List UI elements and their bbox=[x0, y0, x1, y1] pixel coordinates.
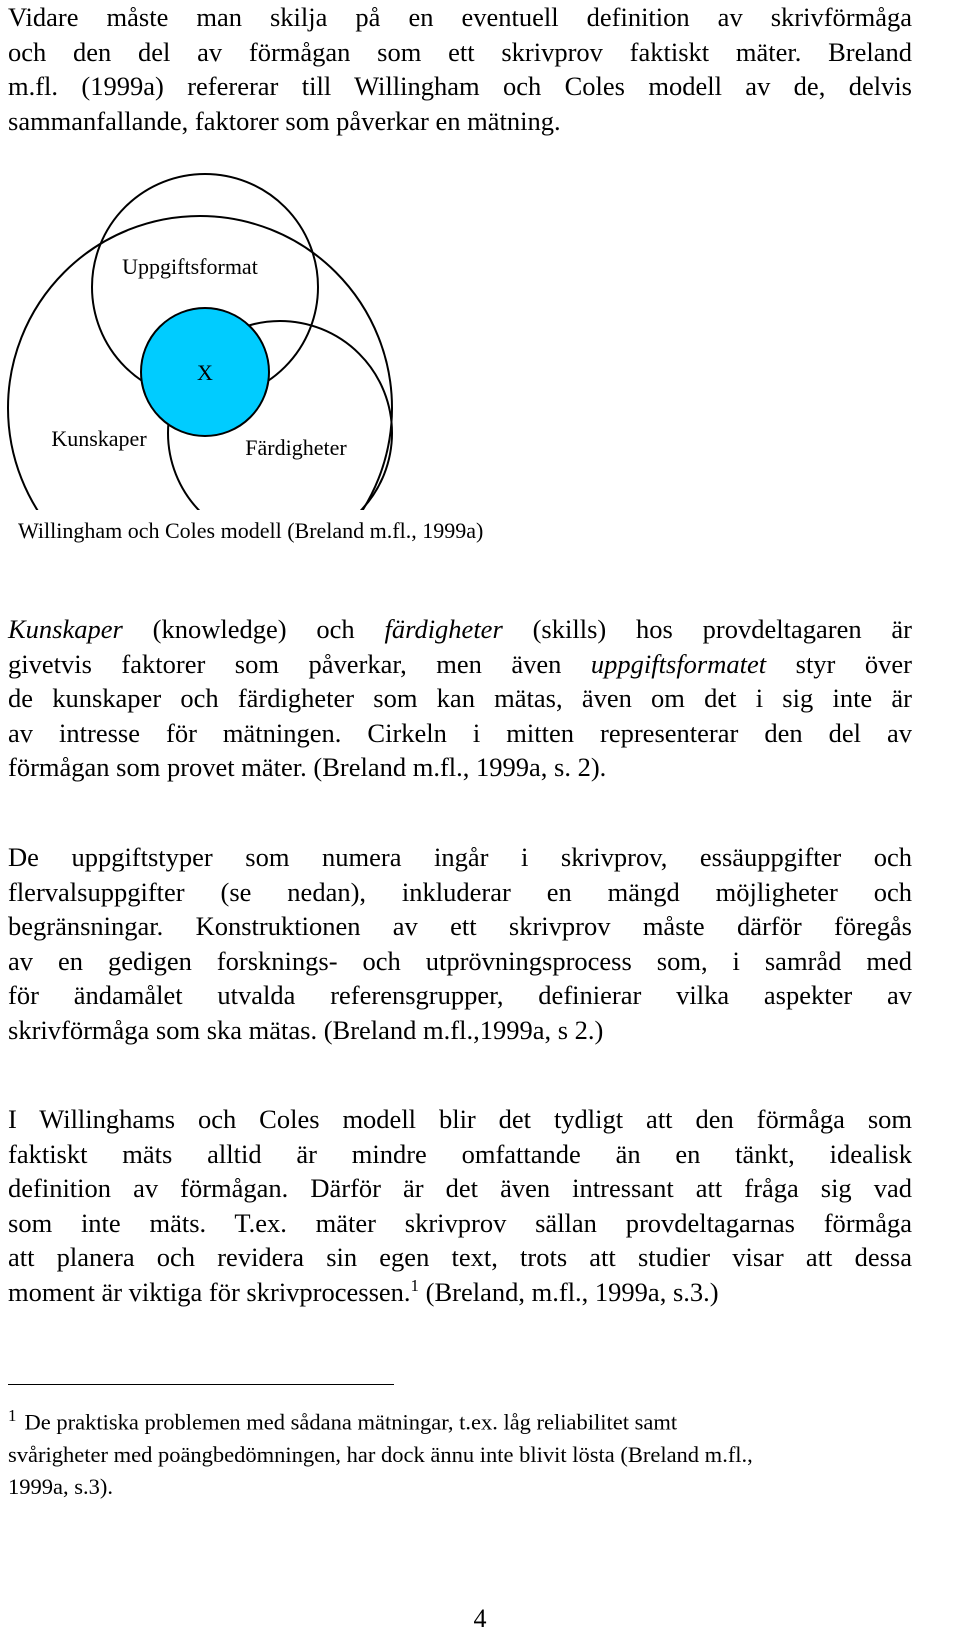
paragraph-2 bbox=[8, 612, 912, 785]
p3-line: skrivförmåga som ska mätas. (Breland m.fl.,1999a, s 2.) bbox=[8, 1014, 604, 1045]
intro-line: sammanfallande, faktorer som påverkar en mätning. bbox=[8, 105, 561, 136]
p4-line: I Willinghams och Coles modell blir det tydligt att den förmåga som bbox=[8, 1104, 912, 1134]
figure-caption: Willingham och Coles modell (Breland m.fl., 1999a) bbox=[18, 518, 484, 543]
intro-line: och den del av förmågan som ett skrivprov faktiskt mäter. Breland bbox=[8, 36, 912, 67]
footnote-number: 1 bbox=[8, 1406, 17, 1425]
p4-line: som inte mäts. T.ex. mäter skrivprov sällan provdeltagarnas förmåga bbox=[8, 1207, 912, 1238]
p2-line bbox=[8, 647, 912, 682]
page-number: 4 bbox=[473, 1604, 487, 1633]
footnote-line: svårigheter med poängbedömningen, har dock ännu inte blivit lösta (Breland m.fl., bbox=[8, 1441, 753, 1467]
paragraph-3 bbox=[8, 840, 912, 1047]
label-x: X bbox=[197, 360, 213, 385]
label-fardigheter: Färdigheter bbox=[245, 435, 347, 460]
text-run: moment är viktiga för skrivprocessen. bbox=[8, 1276, 411, 1307]
label-uppgiftsformat: Uppgiftsformat bbox=[122, 254, 258, 279]
p2-line: de kunskaper och färdigheter som kan mätas, även om det i sig inte är bbox=[8, 683, 912, 713]
intro-paragraph bbox=[8, 0, 912, 138]
text-run: (Breland, m.fl., 1999a, s.3.) bbox=[419, 1276, 719, 1307]
p3-line: för ändamålet utvalda referensgrupper, definierar vilka aspekter av bbox=[8, 980, 912, 1010]
text-run: (skills) hos provdeltagaren är bbox=[502, 614, 913, 644]
intro-line: m.fl. (1999a) refererar till Willingham och Coles modell av de, delvis bbox=[8, 71, 912, 101]
paragraph-4 bbox=[8, 1102, 912, 1309]
venn-diagram bbox=[0, 170, 600, 510]
text-run: givetvis faktorer som påverkar, men även bbox=[8, 648, 591, 679]
p4-line: faktiskt mäts alltid är mindre omfattande än en tänkt, idealisk bbox=[8, 1138, 912, 1169]
text-run: De praktiska problemen med sådana mätningar, t.ex. låg reliabilitet samt bbox=[24, 1409, 678, 1435]
footnote-line: 1999a, s.3). bbox=[8, 1473, 113, 1499]
term-kunskaper: Kunskaper bbox=[8, 614, 123, 644]
footnote-divider bbox=[8, 1384, 394, 1385]
p2-line: förmågan som provet mäter. (Breland m.fl., 1999a, s. 2). bbox=[8, 752, 607, 782]
label-kunskaper: Kunskaper bbox=[51, 426, 147, 451]
footnote-reference[interactable]: 1 bbox=[410, 1275, 420, 1295]
footnote-line bbox=[8, 1400, 912, 1439]
p2-line: av intresse för mätningen. Cirkeln i mitten representerar den del av bbox=[8, 717, 912, 748]
intro-line: Vidare måste man skilja på en eventuell definition av skrivförmåga bbox=[8, 2, 912, 32]
p4-line: att planera och revidera sin egen text, trots att studier visar att dessa bbox=[8, 1242, 912, 1272]
footnote bbox=[8, 1400, 912, 1503]
text-run: (knowledge) och bbox=[122, 614, 385, 644]
p3-line: av en gedigen forsknings- och utprövningsprocess som, i samråd med bbox=[8, 945, 912, 976]
p2-line bbox=[8, 612, 912, 647]
term-fardigheter: färdigheter bbox=[384, 614, 503, 644]
p3-line: begränsningar. Konstruktionen av ett skrivprov måste därför föregås bbox=[8, 911, 912, 941]
text-run: styr över bbox=[766, 648, 912, 679]
p3-line: flervalsuppgifter (se nedan), inkluderar en mängd möjligheter och bbox=[8, 876, 912, 907]
p3-line: De uppgiftstyper som numera ingår i skrivprov, essäuppgifter och bbox=[8, 842, 912, 872]
term-uppgiftsformatet: uppgiftsformatet bbox=[590, 648, 767, 679]
p4-line bbox=[8, 1275, 912, 1310]
p4-line: definition av förmågan. Därför är det även intressant att fråga sig vad bbox=[8, 1173, 912, 1203]
